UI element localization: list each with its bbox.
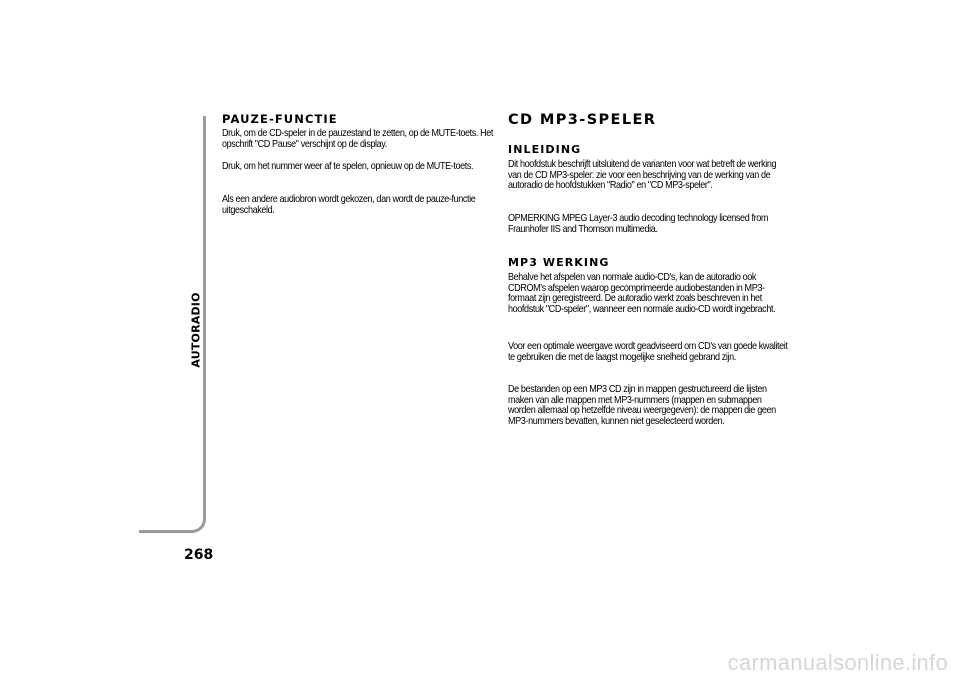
page-number: 268 bbox=[184, 547, 214, 563]
section-label: AUTORADIO bbox=[189, 292, 203, 368]
paragraph: Als een andere audiobron wordt gekozen, dan wordt de pauze-functie uitgeschakeld. bbox=[222, 194, 476, 216]
watermark: carmanualsonline.info bbox=[727, 650, 948, 675]
paragraph: OPMERKING MPEG Layer-3 audio decoding technology licensed from Fraunhofer IIS and Thomson multimedia. bbox=[508, 213, 769, 235]
paragraph: Behalve het afspelen van normale audio-CD's, kan de autoradio ook CDROM's afspelen waarop gecomprimeerde audiobestanden in MP3-formaat zijn geregistreerd. De autoradio werkt zoals beschreven in het hoofdstuk "CD-speler", wanneer een normale audio-CD wordt ingebracht. bbox=[508, 272, 776, 315]
paragraph: De bestanden op een MP3 CD zijn in mappen gestructureerd die lijsten maken van alle mappen met MP3-nummers (mappen en submappen worden allemaal op hetzelfde niveau weergegeven): de mappen die geen MP3-nummers bevatten, kunnen niet geselecteerd worden. bbox=[508, 384, 776, 427]
paragraph: Druk, om de CD-speler in de pauzestand te zetten, op de MUTE-toets. Het opschrift "CD Pause" verschijnt op de display. bbox=[222, 128, 494, 150]
paragraph: Druk, om het nummer weer af te spelen, opnieuw op de MUTE-toets. bbox=[222, 161, 474, 172]
heading-pauze-functie: PAUZE-FUNCTIE bbox=[222, 112, 338, 126]
paragraph: Dit hoofdstuk beschrijft uitsluitend de varianten voor wat betreft de werking van de CD MP3-speler: zie voor een beschrijving van de werking van de autoradio de hoofdstukken "Radio" en "CD MP3-speler". bbox=[508, 159, 777, 191]
heading-inleiding: INLEIDING bbox=[508, 143, 582, 156]
paragraph: Voor een optimale weergave wordt geadviseerd om CD's van goede kwaliteit te gebruiken die met de laagst mogelijke snelheid gebrand zijn. bbox=[508, 341, 788, 363]
heading-mp3-werking: MP3 WERKING bbox=[508, 256, 610, 269]
title-cd-mp3-speler: CD MP3-SPELER bbox=[508, 112, 657, 128]
